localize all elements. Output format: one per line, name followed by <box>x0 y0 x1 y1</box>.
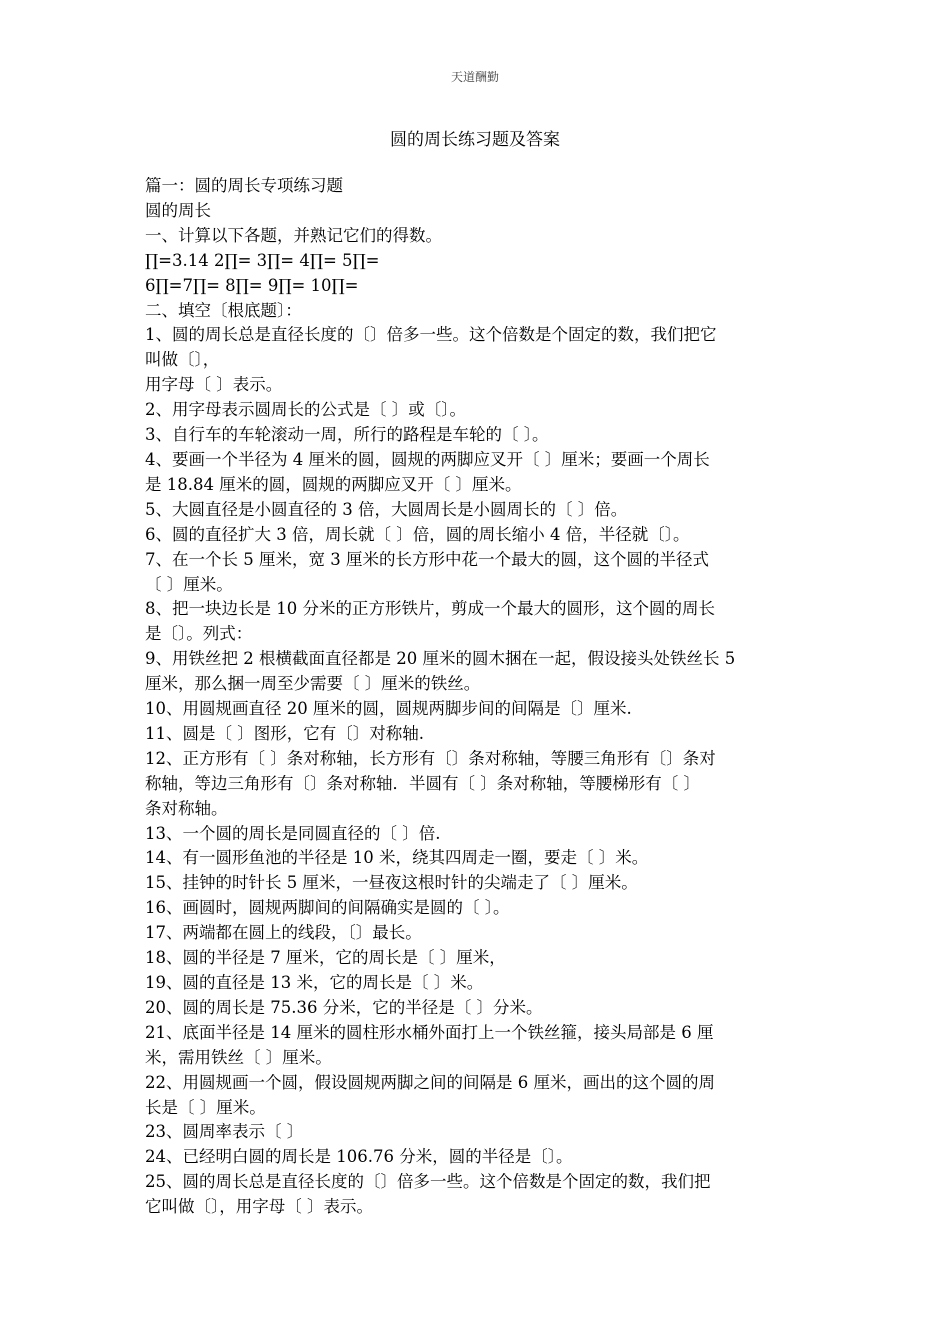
question-line: 17、两端都在圆上的线段，〔〕最长。 <box>145 923 422 943</box>
question-line: 4、要画一个半径为 4 厘米的圆，圆规的两脚应叉开〔 〕厘米；要画一个周长 <box>145 449 710 469</box>
section-heading: 篇一：圆的周长专项练习题 <box>145 176 343 195</box>
question-line: 20、圆的周长是 75.36 分米，它的半径是〔 〕分米。 <box>145 997 543 1017</box>
question-line: 是 18.84 厘米的圆，圆规的两脚应叉开〔 〕厘米。 <box>145 474 522 494</box>
question-line: 16、画圆时，圆规两脚间的间隔确实是圆的〔 〕。 <box>145 898 510 918</box>
question-line: 是〔〕。列式： <box>145 624 253 644</box>
part-heading: 二、填空〔根底题〕： <box>145 300 302 320</box>
question-line: 22、用圆规画一个圆，假设圆规两脚之间的间隔是 6 厘米，画出的这个圆的周 <box>145 1072 715 1092</box>
question-line: 19、圆的直径是 13 米，它的周长是〔 〕米。 <box>145 973 484 992</box>
subheading: 圆的周长 <box>145 200 211 220</box>
question-line: 10、用圆规画直径 20 厘米的圆，圆规两脚步间的间隔是〔〕厘米. <box>145 699 632 719</box>
question-line: 称轴，等边三角形有〔〕条对称轴．半圆有〔 〕条对称轴，等腰梯形有〔 〕 <box>145 773 700 793</box>
question-line: 6、圆的直径扩大 3 倍，周长就〔 〕倍，圆的周长缩小 4 倍，半径就〔〕。 <box>145 524 690 544</box>
question-line: 24、已经明白圆的周长是 106.76 分米，圆的半径是〔〕。 <box>145 1147 573 1167</box>
question-line: 长是〔 〕厘米。 <box>145 1097 266 1117</box>
question-line: 11、圆是〔 〕图形，它有〔〕对称轴. <box>145 723 424 743</box>
document-title: 圆的周长练习题及答案 <box>390 130 560 150</box>
part-heading: 一、计算以下各题，并熟记它们的得数。 <box>145 225 442 245</box>
question-line: 12、正方形有〔 〕条对称轴，长方形有〔〕条对称轴，等腰三角形有〔〕条对 <box>145 748 716 768</box>
page-header: 天道酬勤 <box>450 70 499 84</box>
question-line: 23、圆周率表示〔 〕 <box>145 1122 304 1142</box>
question-line: 3、自行车的车轮滚动一周，所行的路程是车轮的〔 〕。 <box>145 425 549 445</box>
question-line: 18、圆的半径是 7 厘米，它的周长是〔 〕厘米， <box>145 948 506 968</box>
calc-line: ∏=3.14 2∏= 3∏= 4∏= 5∏= <box>145 250 380 270</box>
question-line: 米，需用铁丝〔 〕厘米。 <box>145 1047 332 1067</box>
question-line: 7、在一个长 5 厘米，宽 3 厘米的长方形中花一个最大的圆，这个圆的半径式 <box>145 549 709 569</box>
question-line: 25、圆的周长总是直径长度的〔〕倍多一些。这个倍数是个固定的数，我们把 <box>145 1172 711 1192</box>
question-line: 15、挂钟的时针长 5 厘米，一昼夜这根时针的尖端走了〔 〕厘米。 <box>145 873 638 893</box>
question-line: 8、把一块边长是 10 分米的正方形铁片，剪成一个最大的圆形，这个圆的周长 <box>145 599 715 619</box>
question-line: 13、一个圆的周长是同圆直径的〔 〕倍. <box>145 823 441 843</box>
question-line: 条对称轴。 <box>145 798 228 818</box>
question-line: 厘米，那么捆一周至少需要〔 〕厘米的铁丝。 <box>145 674 481 694</box>
document-body <box>145 174 810 1220</box>
calc-line: 6∏=7∏= 8∏= 9∏= 10∏= <box>145 275 359 295</box>
question-line: 叫做〔〕， <box>145 350 220 370</box>
question-line: 〔 〕厘米。 <box>145 574 233 594</box>
question-line: 9、用铁丝把 2 根横截面直径都是 20 厘米的圆木捆在一起，假设接头处铁丝长 5 <box>145 649 736 669</box>
question-line: 21、底面半径是 14 厘米的圆柱形水桶外面打上一个铁丝箍，接头局部是 6 厘 <box>145 1022 714 1042</box>
question-line: 1、圆的周长总是直径长度的〔〕倍多一些。这个倍数是个固定的数，我们把它 <box>145 325 717 345</box>
question-line: 2、用字母表示圆周长的公式是〔 〕或〔〕。 <box>145 400 466 420</box>
question-line: 它叫做〔〕，用字母〔 〕表示。 <box>145 1197 373 1217</box>
question-line: 5、大圆直径是小圆直径的 3 倍，大圆周长是小圆周长的〔 〕倍。 <box>145 499 628 519</box>
question-line: 用字母〔 〕表示。 <box>145 375 283 395</box>
question-line: 14、有一圆形鱼池的半径是 10 米，绕其四周走一圈，要走〔 〕米。 <box>145 848 649 868</box>
